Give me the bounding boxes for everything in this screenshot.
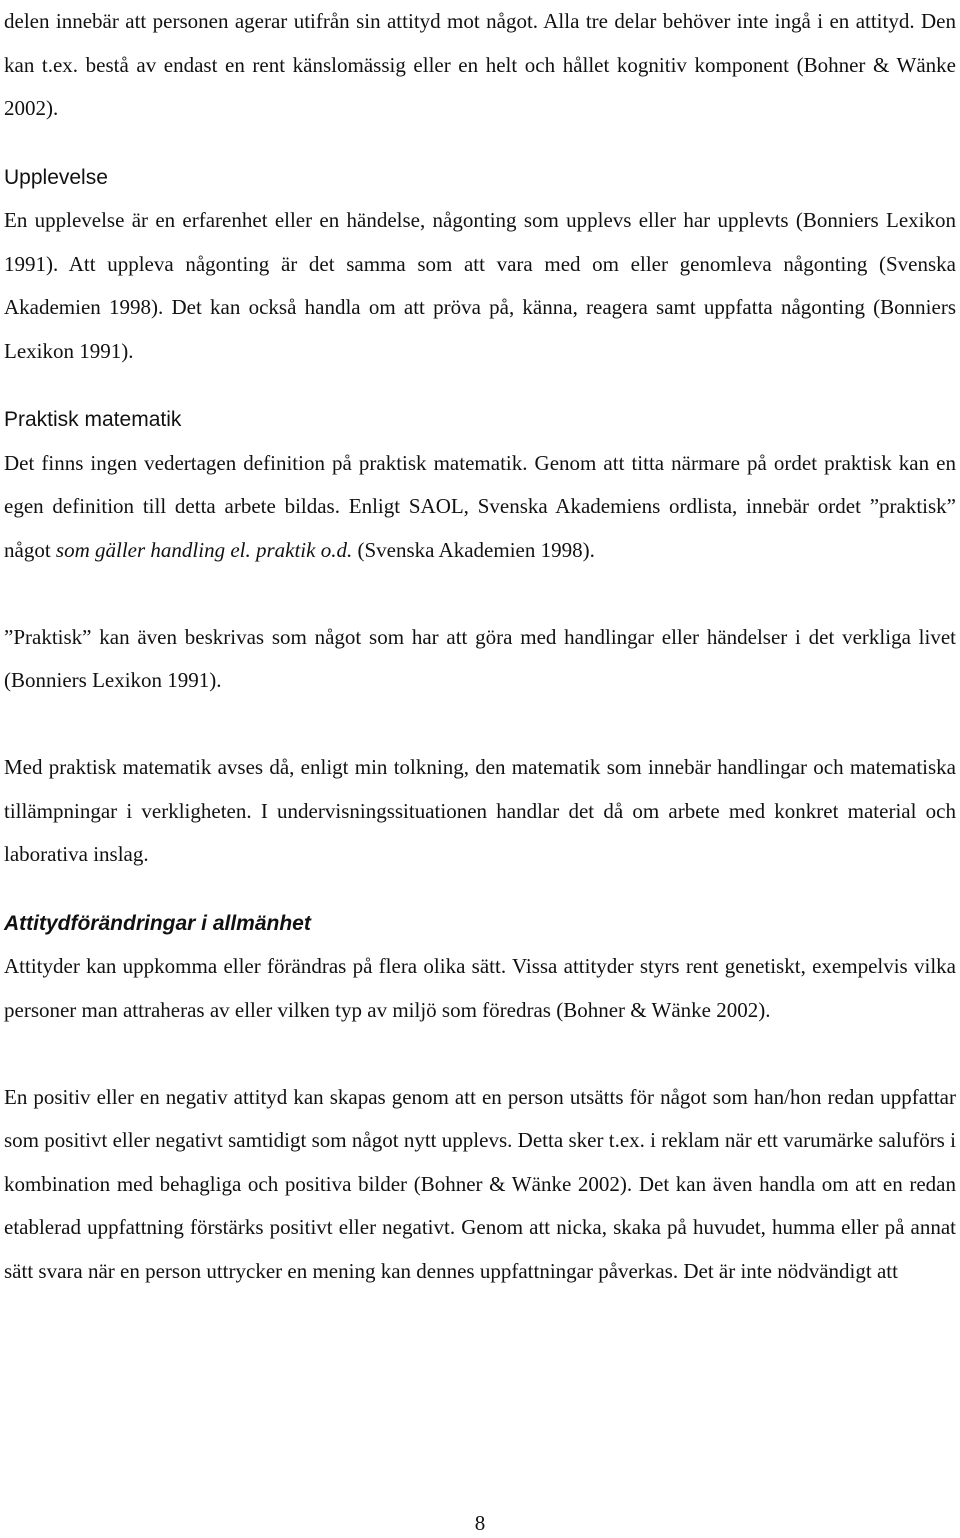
praktisk-p1-text-a: Det finns ingen vedertagen definition på praktisk matematik. Genom att titta närmare på ordet praktisk kan en egen definition till detta arbete bildas. Enligt SAOL, Svenska Akademiens ordlista, innebär ordet ”praktisk” något [4, 450, 956, 562]
praktisk-paragraph-2: ”Praktisk” kan även beskrivas som något som har att göra med handlingar eller händelser i det verkliga livet (Bonniers Lexikon 1991). [4, 624, 956, 692]
praktisk-matematik-heading: Praktisk matematik [4, 408, 182, 431]
upplevelse-heading: Upplevelse [4, 165, 108, 189]
intro-paragraph: delen innebär att personen agerar utifrån sin attityd mot något. Alla tre delar behöver inte ingå i en attityd. Den kan t.ex. bestå av endast en rent känslomässig eller en helt och hållet kognitiv komponent (Bohner & Wänke 2002). [4, 9, 956, 120]
upplevelse-paragraph: En upplevelse är en erfarenhet eller en händelse, någonting som upplevs eller har upplevts (Bonniers Lexikon 1991). Att uppleva någonting är det samma som att vara med om eller genomleva någonting (Svenska Akademien 1998). Det kan också handla om att pröva på, känna, reagera samt uppfatta någonting (Bonniers Lexikon 1991). [4, 208, 956, 363]
spacer [4, 572, 956, 616]
document-page [4, 0, 956, 1293]
spacer [4, 373, 956, 398]
praktisk-paragraph-1 [4, 442, 956, 573]
attityd-paragraph-1: Attityder kan uppkomma eller förändras på flera olika sätt. Vissa attityder styrs rent genetiskt, exempelvis vilka personer man attraheras av eller vilken typ av miljö som föredras (Bohner & Wänke 2002). [4, 954, 956, 1022]
attityd-paragraph-2: En positiv eller en negativ attityd kan skapas genom att en person utsätts för något som han/hon redan uppfattar som positivt eller negativt samtidigt som något nytt upplevs. Detta sker t.ex. i reklam när ett varumärke saluförs i kombination med behagliga och positiva bilder (Bohner & Wänke 2002). Det kan även handla om att en redan etablerad uppfattning förstärks positivt eller negativt. Genom att nicka, skaka på huvudet, humma eller på annat sätt svara när en person uttrycker en mening kan dennes uppfattningar påverkas. Det är inte nödvändigt att [4, 1084, 956, 1283]
spacer [4, 131, 956, 156]
page-number: 8 [474, 1511, 486, 1535]
spacer [4, 877, 956, 902]
praktisk-p1-italic: som gäller handling el. praktik o.d. [55, 537, 353, 562]
praktisk-paragraph-3: Med praktisk matematik avses då, enligt min tolkning, den matematik som innebär handlingar och matematiska tillämpningar i verkligheten. I undervisningssituationen handlar det då om arbete med konkret material och laborativa inslag. [4, 755, 956, 866]
spacer [4, 703, 956, 747]
praktisk-p1-text-b: (Svenska Akademien 1998). [352, 537, 595, 562]
spacer [4, 1032, 956, 1076]
attitydforandringar-heading: Attitydförändringar i allmänhet [4, 911, 311, 935]
